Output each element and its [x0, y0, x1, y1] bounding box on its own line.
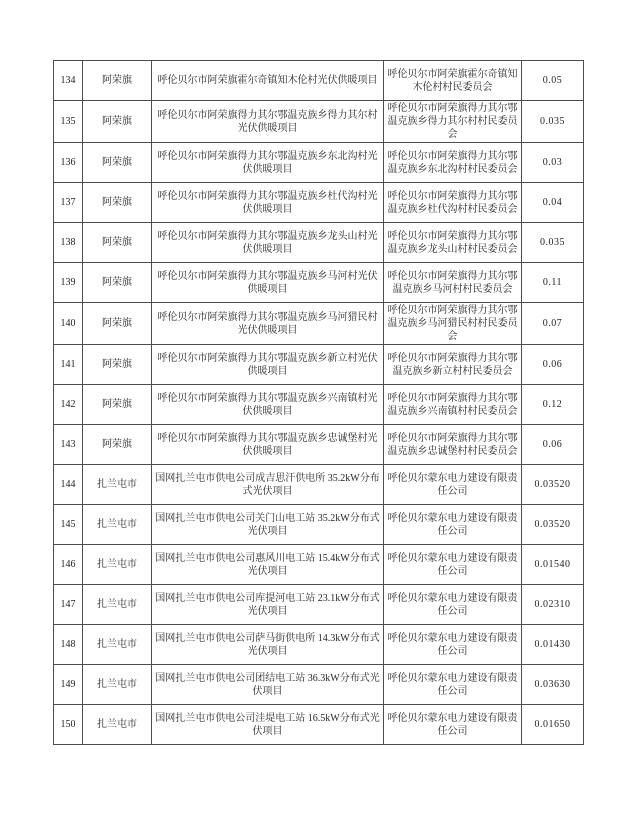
cell-applicant: 呼伦贝尔蒙东电力建设有限责任公司	[384, 625, 522, 665]
table-row	[54, 303, 584, 345]
cell-region: 阿荣旗	[83, 101, 152, 143]
cell-region: 阿荣旗	[83, 143, 152, 183]
table-row	[54, 665, 584, 705]
table-row	[54, 625, 584, 665]
cell-project: 呼伦贝尔市阿荣旗得力其尔鄂温克族乡东北沟村光伏供暖项目	[152, 143, 384, 183]
cell-value: 0.02310	[522, 585, 584, 625]
cell-applicant: 呼伦贝尔市阿荣旗得力其尔鄂温克族乡龙头山村村民委员会	[384, 223, 522, 263]
cell-index: 140	[54, 303, 83, 345]
cell-index: 136	[54, 143, 83, 183]
cell-index: 145	[54, 505, 83, 545]
cell-region: 扎兰屯市	[83, 625, 152, 665]
table-row	[54, 705, 584, 745]
cell-value: 0.03520	[522, 465, 584, 505]
cell-project: 呼伦贝尔市阿荣旗霍尔奇镇知木伦村光伏供暖项目	[152, 61, 384, 101]
cell-applicant: 呼伦贝尔蒙东电力建设有限责任公司	[384, 465, 522, 505]
cell-project: 国网扎兰屯市供电公司萨马街供电所 14.3kW分布式光伏项目	[152, 625, 384, 665]
cell-region: 阿荣旗	[83, 61, 152, 101]
table-row	[54, 263, 584, 303]
cell-project: 呼伦贝尔市阿荣旗得力其尔鄂温克族乡龙头山村光伏供暖项目	[152, 223, 384, 263]
cell-region: 阿荣旗	[83, 223, 152, 263]
cell-value: 0.05	[522, 61, 584, 101]
cell-index: 137	[54, 183, 83, 223]
cell-region: 阿荣旗	[83, 425, 152, 465]
cell-project: 国网扎兰屯市供电公司库提河电工站 23.1kW分布式光伏项目	[152, 585, 384, 625]
cell-applicant: 呼伦贝尔市阿荣旗得力其尔鄂温克族乡得力其尔村村民委员会	[384, 101, 522, 143]
table-row	[54, 183, 584, 223]
cell-project: 国网扎兰屯市供电公司团结电工站 36.3kW分布式光伏项目	[152, 665, 384, 705]
cell-project: 国网扎兰屯市供电公司关门山电工站 35.2kW分布式光伏项目	[152, 505, 384, 545]
cell-applicant: 呼伦贝尔蒙东电力建设有限责任公司	[384, 665, 522, 705]
cell-region: 阿荣旗	[83, 183, 152, 223]
table-row	[54, 585, 584, 625]
table-row	[54, 143, 584, 183]
cell-value: 0.04	[522, 183, 584, 223]
cell-project: 呼伦贝尔市阿荣旗得力其尔鄂温克族乡得力其尔村光伏供暖项目	[152, 101, 384, 143]
cell-index: 143	[54, 425, 83, 465]
cell-project: 呼伦贝尔市阿荣旗得力其尔鄂温克族乡杜代沟村光伏供暖项目	[152, 183, 384, 223]
cell-project: 国网扎兰屯市供电公司成吉思汗供电所 35.2kW分布式光伏项目	[152, 465, 384, 505]
cell-applicant: 呼伦贝尔蒙东电力建设有限责任公司	[384, 505, 522, 545]
cell-applicant: 呼伦贝尔市阿荣旗得力其尔鄂温克族乡杜代沟村村民委员会	[384, 183, 522, 223]
table-row	[54, 223, 584, 263]
cell-project: 呼伦贝尔市阿荣旗得力其尔鄂温克族乡马河村光伏供暖项目	[152, 263, 384, 303]
table-row	[54, 61, 584, 101]
cell-index: 141	[54, 345, 83, 385]
cell-project: 国网扎兰屯市供电公司洼堤电工站 16.5kW分布式光伏项目	[152, 705, 384, 745]
cell-index: 134	[54, 61, 83, 101]
cell-project: 呼伦贝尔市阿荣旗得力其尔鄂温克族乡忠诚堡村光伏供暖项目	[152, 425, 384, 465]
cell-applicant: 呼伦贝尔市阿荣旗得力其尔鄂温克族乡新立村村民委员会	[384, 345, 522, 385]
table-row	[54, 425, 584, 465]
cell-value: 0.11	[522, 263, 584, 303]
cell-value: 0.03630	[522, 665, 584, 705]
table-row	[54, 345, 584, 385]
cell-index: 144	[54, 465, 83, 505]
cell-applicant: 呼伦贝尔市阿荣旗得力其尔鄂温克族乡兴南镇村村民委员会	[384, 385, 522, 425]
cell-value: 0.035	[522, 101, 584, 143]
cell-value: 0.035	[522, 223, 584, 263]
cell-value: 0.07	[522, 303, 584, 345]
cell-region: 扎兰屯市	[83, 545, 152, 585]
cell-value: 0.12	[522, 385, 584, 425]
cell-value: 0.06	[522, 345, 584, 385]
cell-project: 呼伦贝尔市阿荣旗得力其尔鄂温克族乡马河猎民村光伏供暖项目	[152, 303, 384, 345]
cell-region: 扎兰屯市	[83, 705, 152, 745]
cell-value: 0.01650	[522, 705, 584, 745]
table-row	[54, 101, 584, 143]
cell-index: 147	[54, 585, 83, 625]
cell-value: 0.01540	[522, 545, 584, 585]
table-row	[54, 465, 584, 505]
cell-value: 0.06	[522, 425, 584, 465]
cell-region: 扎兰屯市	[83, 585, 152, 625]
cell-index: 138	[54, 223, 83, 263]
cell-index: 139	[54, 263, 83, 303]
project-table	[53, 60, 584, 745]
cell-applicant: 呼伦贝尔市阿荣旗得力其尔鄂温克族乡马河村村民委员会	[384, 263, 522, 303]
project-table-container	[53, 60, 583, 745]
table-row	[54, 545, 584, 585]
table-row	[54, 385, 584, 425]
cell-region: 扎兰屯市	[83, 665, 152, 705]
cell-index: 146	[54, 545, 83, 585]
cell-project: 国网扎兰屯市供电公司惠风川电工站 15.4kW分布式光伏项目	[152, 545, 384, 585]
cell-region: 阿荣旗	[83, 263, 152, 303]
cell-project: 呼伦贝尔市阿荣旗得力其尔鄂温克族乡新立村光伏供暖项目	[152, 345, 384, 385]
cell-applicant: 呼伦贝尔蒙东电力建设有限责任公司	[384, 545, 522, 585]
cell-applicant: 呼伦贝尔蒙东电力建设有限责任公司	[384, 585, 522, 625]
cell-index: 150	[54, 705, 83, 745]
cell-applicant: 呼伦贝尔蒙东电力建设有限责任公司	[384, 705, 522, 745]
cell-region: 扎兰屯市	[83, 465, 152, 505]
cell-index: 142	[54, 385, 83, 425]
cell-index: 135	[54, 101, 83, 143]
cell-region: 阿荣旗	[83, 385, 152, 425]
cell-region: 阿荣旗	[83, 345, 152, 385]
cell-region: 扎兰屯市	[83, 505, 152, 545]
cell-region: 阿荣旗	[83, 303, 152, 345]
table-row	[54, 505, 584, 545]
cell-value: 0.03	[522, 143, 584, 183]
cell-value: 0.03520	[522, 505, 584, 545]
cell-index: 148	[54, 625, 83, 665]
cell-index: 149	[54, 665, 83, 705]
cell-value: 0.01430	[522, 625, 584, 665]
cell-applicant: 呼伦贝尔市阿荣旗得力其尔鄂温克族乡东北沟村村民委员会	[384, 143, 522, 183]
cell-applicant: 呼伦贝尔市阿荣旗得力其尔鄂温克族乡马河猎民村村民委员会	[384, 303, 522, 345]
cell-applicant: 呼伦贝尔市阿荣旗霍尔奇镇知木伦村村民委员会	[384, 61, 522, 101]
cell-applicant: 呼伦贝尔市阿荣旗得力其尔鄂温克族乡忠诚堡村村民委员会	[384, 425, 522, 465]
cell-project: 呼伦贝尔市阿荣旗得力其尔鄂温克族乡兴南镇村光伏供暖项目	[152, 385, 384, 425]
